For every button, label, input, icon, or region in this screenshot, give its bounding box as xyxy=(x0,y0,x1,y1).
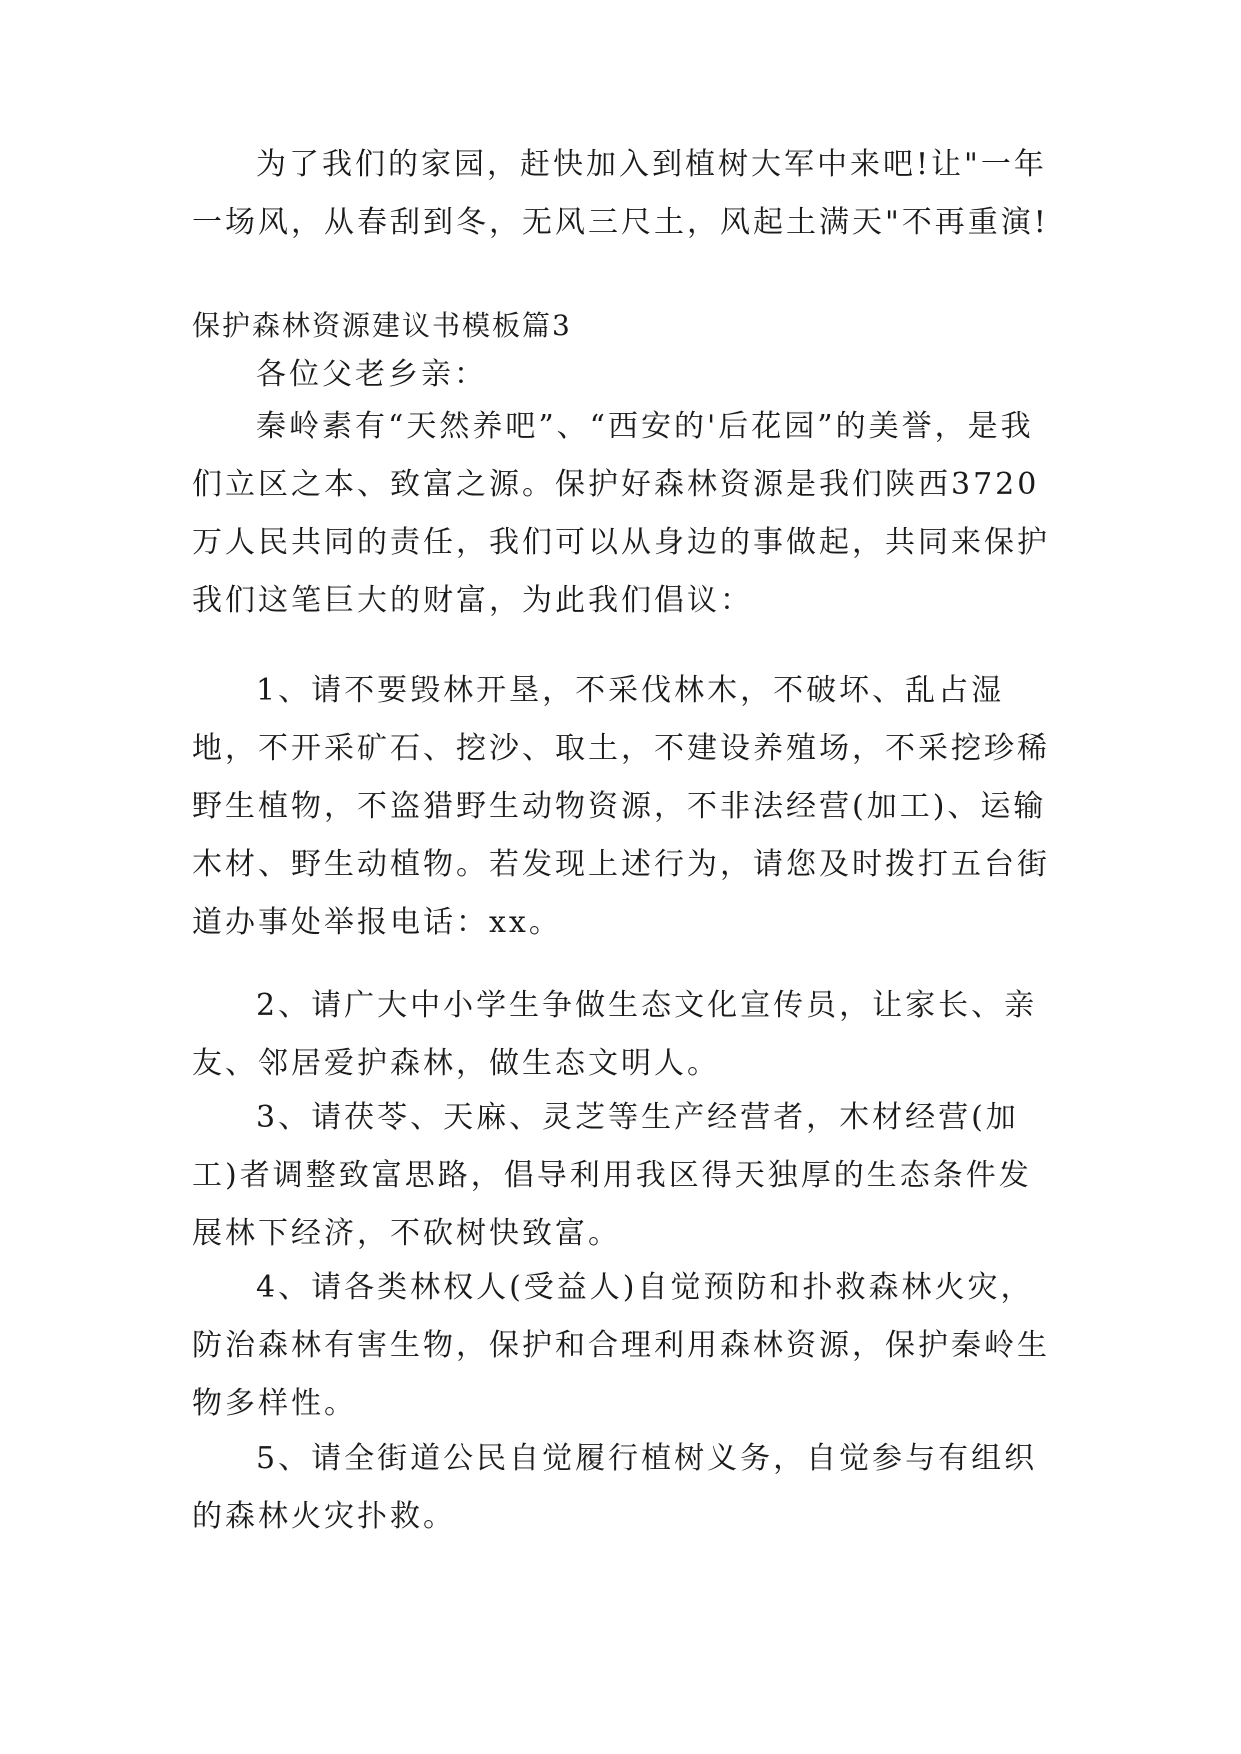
intro-paragraph: 秦岭素有“天然养吧”、“西安的'后花园”的美誉，是我们立区之本、致富之源。保护好森林资源是我们陕西3720万人民共同的责任，我们可以从身边的事做起，共同来保护我们这笔巨大的财富，为此我们倡议： xyxy=(192,409,1050,618)
list-item: 1、请不要毁林开垦，不采伐林木，不破坏、乱占湿地，不开采矿石、挖沙、取土，不建设养殖场，不采挖珍稀野生植物，不盗猎野生动物资源，不非法经营(加工)、运输木材、野生动植物。若发现上述行为，请您及时拨打五台街道办事处举报电话：xx。 xyxy=(192,673,1050,940)
list-item: 4、请各类林权人(受益人)自觉预防和扑救森林火灾，防治森林有害生物，保护和合理利用森林资源，保护秦岭生物多样性。 xyxy=(192,1270,1050,1421)
section-title: 保护森林资源建议书模板篇3 xyxy=(192,309,572,342)
closing-paragraph: 为了我们的家园，赶快加入到植树大军中来吧!让"一年一场风，从春刮到冬，无风三尺土，风起土满天"不再重演! xyxy=(192,147,1049,240)
list-item: 3、请茯苓、天麻、灵芝等生产经营者，木材经营(加工)者调整致富思路，倡导利用我区得天独厚的生态条件发展林下经济，不砍树快致富。 xyxy=(192,1100,1032,1251)
list-item: 5、请全街道公民自觉履行植树义务，自觉参与有组织的森林火灾扑救。 xyxy=(192,1441,1038,1534)
salutation: 各位父老乡亲： xyxy=(256,357,487,392)
list-item: 2、请广大中小学生争做生态文化宣传员，让家长、亲友、邻居爱护森林，做生态文明人。 xyxy=(192,988,1038,1081)
